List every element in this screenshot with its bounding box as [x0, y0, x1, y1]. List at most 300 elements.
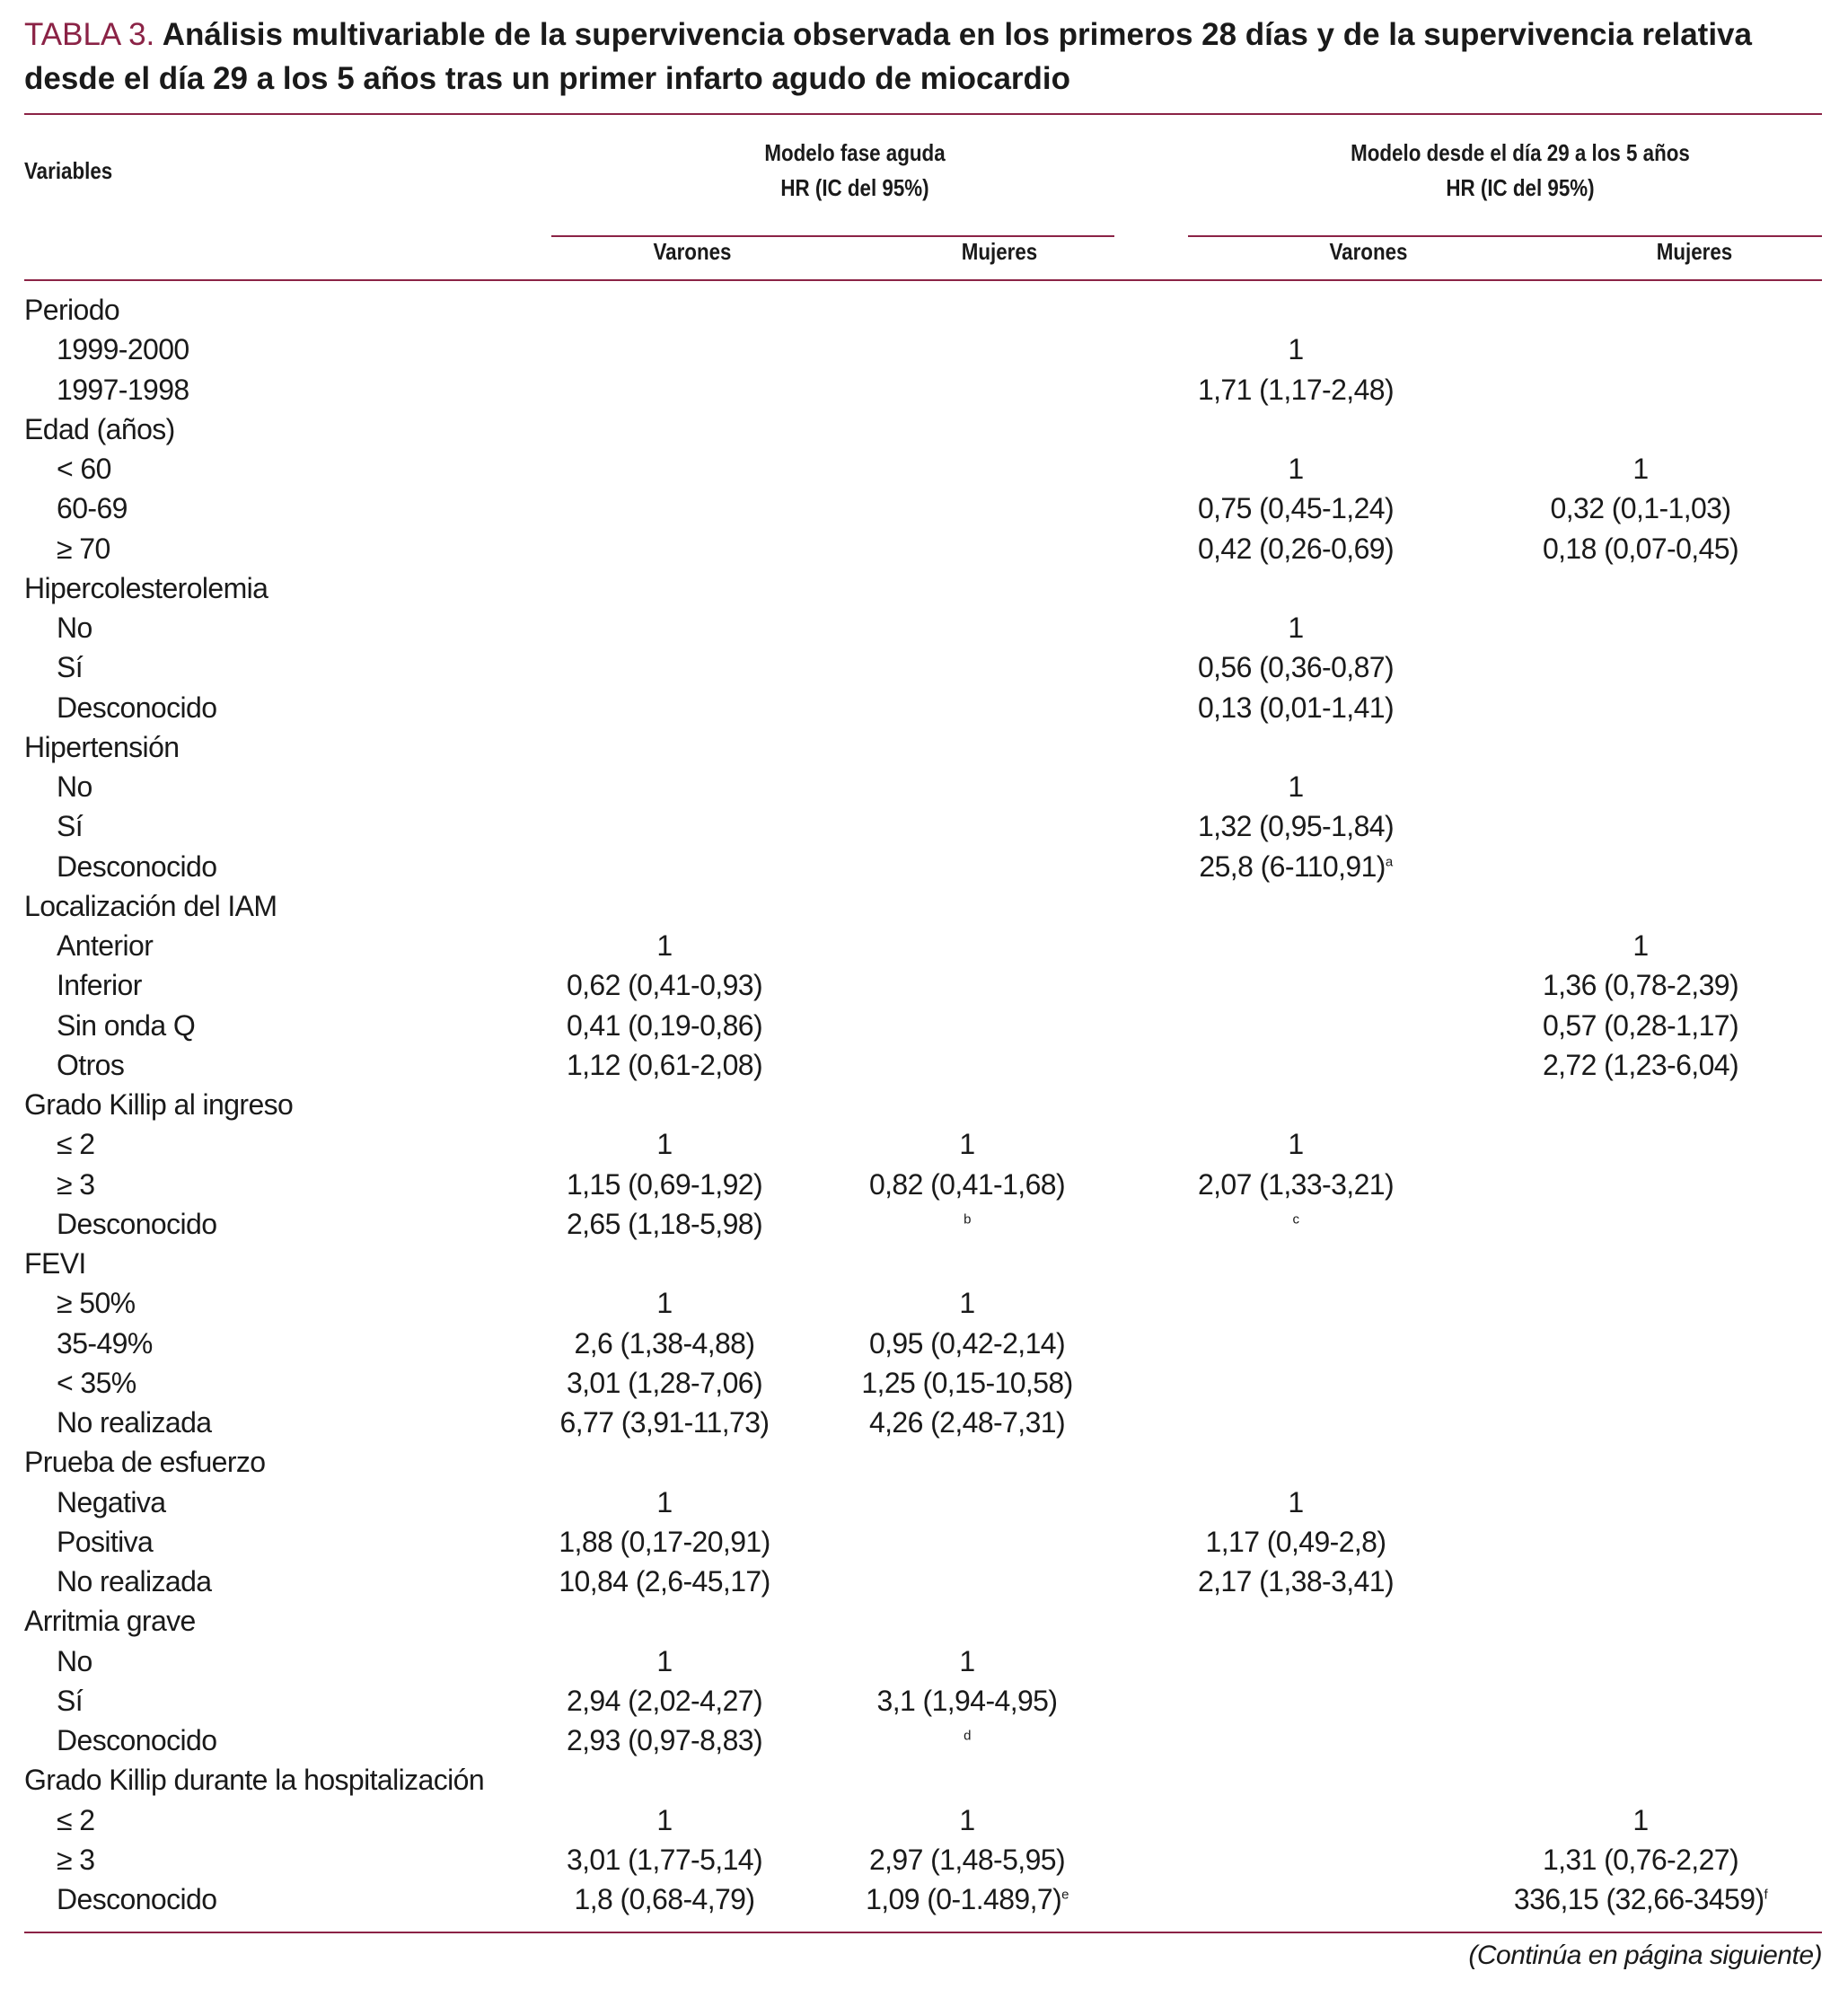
variable-label: No realizada — [57, 1565, 212, 1598]
table-group-row — [24, 568, 1822, 608]
value-acute-men — [527, 1840, 802, 1879]
header-col-varones-1: Varones — [653, 238, 732, 265]
value-late-men — [1132, 529, 1459, 568]
value-acute-men-text: 0,62 (0,41-0,93) — [566, 969, 763, 1002]
table-row — [24, 965, 1822, 1005]
table-row — [24, 1045, 1822, 1085]
value-acute-women — [802, 1642, 1132, 1681]
value-late-women — [1459, 608, 1822, 647]
value-late-women — [1459, 1085, 1822, 1124]
variable-label: No — [57, 1644, 92, 1677]
value-late-women — [1459, 1403, 1822, 1442]
value-late-men — [1132, 1283, 1459, 1323]
value-late-women — [1459, 1642, 1822, 1681]
value-late-men — [1132, 1760, 1459, 1800]
variable-label: ≤ 2 — [57, 1128, 95, 1161]
value-acute-women — [802, 1085, 1132, 1124]
value-late-men-text: 0,75 (0,45-1,24) — [1197, 492, 1395, 525]
table-row — [24, 608, 1822, 647]
value-acute-men — [527, 1085, 802, 1124]
value-acute-men-text: 3,01 (1,28-7,06) — [566, 1366, 763, 1399]
value-late-men-text: 25,8 (6-110,91) — [1199, 849, 1386, 883]
value-acute-women — [802, 688, 1132, 727]
value-late-women — [1459, 647, 1822, 687]
table-row — [24, 1562, 1822, 1601]
value-late-men-text: 0,13 (0,01-1,41) — [1197, 691, 1395, 724]
value-late-women — [1459, 488, 1822, 528]
value-acute-men-text: 3,01 (1,77-5,14) — [566, 1843, 763, 1876]
value-late-men — [1132, 1721, 1459, 1760]
value-acute-men — [527, 488, 802, 528]
value-late-women — [1459, 1760, 1822, 1800]
value-late-men — [1132, 806, 1459, 846]
value-acute-women-text: 4,26 (2,48-7,31) — [868, 1406, 1066, 1439]
value-acute-men — [527, 330, 802, 369]
variable-label: Sin onda Q — [57, 1008, 196, 1042]
value-late-men — [1132, 1800, 1459, 1840]
value-late-men — [1132, 1681, 1459, 1721]
table-row — [24, 1522, 1822, 1562]
value-late-men — [1132, 1442, 1459, 1482]
header-col-mujeres-2: Mujeres — [1656, 238, 1733, 265]
table-row — [24, 1324, 1822, 1363]
value-acute-women-text: 1,09 (0-1.489,7) — [866, 1883, 1062, 1915]
value-acute-women — [802, 886, 1132, 926]
value-acute-men — [527, 1562, 802, 1601]
value-acute-men-text: 1 — [656, 1128, 673, 1161]
value-acute-men-text: 1 — [656, 1287, 673, 1320]
variable-label: Otros — [57, 1048, 125, 1081]
header-variables: Variables — [24, 157, 113, 184]
value-late-women — [1459, 847, 1822, 886]
variable-label: No — [57, 612, 92, 644]
value-acute-men — [527, 1642, 802, 1681]
value-acute-men-text: 1 — [656, 1644, 673, 1677]
value-late-men — [1132, 449, 1459, 488]
value-acute-men — [527, 290, 802, 330]
value-late-men-text: 1 — [1288, 612, 1304, 644]
group-label: Hipertensión — [24, 730, 180, 763]
value-acute-men — [527, 727, 802, 767]
value-acute-men-text: 2,94 (2,02-4,27) — [566, 1684, 763, 1717]
variable-label: ≥ 3 — [57, 1167, 95, 1201]
value-late-men-text: 1,17 (0,49-2,8) — [1205, 1525, 1386, 1558]
value-late-women — [1459, 290, 1822, 330]
value-late-women — [1459, 1283, 1822, 1323]
header-col-mujeres-1: Mujeres — [961, 238, 1038, 265]
value-acute-men — [527, 1165, 802, 1204]
value-acute-women — [802, 647, 1132, 687]
value-late-men — [1132, 1085, 1459, 1124]
variable-label: ≤ 2 — [57, 1803, 95, 1836]
value-late-men-text: 1,32 (0,95-1,84) — [1197, 810, 1395, 843]
table-row — [24, 1403, 1822, 1442]
value-late-women — [1459, 1879, 1822, 1919]
value-acute-women-text: 1,25 (0,15-10,58) — [861, 1366, 1073, 1399]
value-acute-women — [802, 806, 1132, 846]
value-acute-women — [802, 1283, 1132, 1323]
value-acute-men — [527, 1879, 802, 1919]
footnote-marker: a — [1385, 853, 1393, 869]
value-late-men — [1132, 965, 1459, 1005]
table-bottom-rule — [24, 1932, 1822, 1933]
variable-label: Desconocido — [57, 1724, 217, 1756]
value-late-women — [1459, 1800, 1822, 1840]
value-acute-women — [802, 1879, 1132, 1919]
table-row — [24, 1165, 1822, 1204]
table-row — [24, 1681, 1822, 1721]
value-acute-men-text: 1,8 (0,68-4,79) — [574, 1883, 755, 1915]
table-group-row — [24, 1244, 1822, 1283]
value-late-men-text: 1 — [1288, 1485, 1304, 1518]
variable-label: Desconocido — [57, 1207, 217, 1240]
table-row — [24, 1283, 1822, 1323]
value-late-men — [1132, 926, 1459, 965]
value-late-men — [1132, 1165, 1459, 1204]
value-late-men-text: 2,17 (1,38-3,41) — [1197, 1565, 1395, 1598]
value-late-women — [1459, 727, 1822, 767]
value-late-women — [1459, 409, 1822, 449]
value-acute-men — [527, 1403, 802, 1442]
group-label: FEVI — [24, 1247, 86, 1280]
table-row — [24, 1721, 1822, 1760]
value-acute-women-text: 2,97 (1,48-5,95) — [868, 1843, 1066, 1876]
value-late-men-text: 1,71 (1,17-2,48) — [1197, 373, 1395, 406]
variable-label: Positiva — [57, 1525, 154, 1558]
value-late-women — [1459, 1124, 1822, 1164]
value-late-men — [1132, 608, 1459, 647]
value-acute-women — [802, 1204, 1132, 1244]
table-page — [24, 13, 1822, 1971]
value-acute-women — [802, 529, 1132, 568]
continues-note: (Continúa en página siguiente) — [1468, 1941, 1822, 1971]
variable-label: ≥ 50% — [57, 1287, 136, 1320]
value-acute-men — [527, 1244, 802, 1283]
caption-label: TABLA 3. — [24, 17, 155, 52]
value-acute-women — [802, 965, 1132, 1005]
variable-label: No — [57, 770, 92, 803]
value-late-men — [1132, 1045, 1459, 1085]
variable-label: Sí — [57, 651, 84, 684]
table-group-row — [24, 1601, 1822, 1641]
value-acute-women — [802, 370, 1132, 409]
value-acute-women — [802, 1045, 1132, 1085]
variable-label: No realizada — [57, 1406, 212, 1439]
value-acute-men — [527, 1601, 802, 1641]
footnote-marker: d — [964, 1728, 971, 1744]
variable-label: 60-69 — [57, 492, 128, 525]
value-acute-men — [527, 647, 802, 687]
value-acute-women — [802, 727, 1132, 767]
group-label: Hipercolesterolemia — [24, 571, 268, 604]
value-acute-men-text: 2,65 (1,18-5,98) — [566, 1207, 763, 1240]
table-row — [24, 1006, 1822, 1045]
table-row — [24, 688, 1822, 727]
value-acute-men — [527, 370, 802, 409]
value-late-women-text: 1,31 (0,76-2,27) — [1542, 1843, 1739, 1876]
value-acute-men — [527, 568, 802, 608]
value-late-women — [1459, 965, 1822, 1005]
value-late-men — [1132, 1642, 1459, 1681]
value-late-women — [1459, 1244, 1822, 1283]
table-row — [24, 330, 1822, 369]
variable-label: 35-49% — [57, 1326, 153, 1360]
value-acute-women — [802, 1483, 1132, 1522]
value-late-men — [1132, 1244, 1459, 1283]
value-late-women — [1459, 1840, 1822, 1879]
value-late-women — [1459, 806, 1822, 846]
value-late-men — [1132, 727, 1459, 767]
value-acute-men-text: 0,41 (0,19-0,86) — [566, 1008, 763, 1042]
value-late-women-text: 336,15 (32,66-3459) — [1513, 1883, 1764, 1915]
table-row — [24, 1840, 1822, 1879]
value-late-women — [1459, 1045, 1822, 1085]
table-row — [24, 1124, 1822, 1164]
value-acute-women-text: 0,82 (0,41-1,68) — [868, 1167, 1066, 1201]
value-late-men — [1132, 1363, 1459, 1403]
table-row — [24, 767, 1822, 806]
table-row — [24, 529, 1822, 568]
value-acute-women — [802, 1363, 1132, 1403]
value-acute-women — [802, 1601, 1132, 1641]
value-acute-women — [802, 1562, 1132, 1601]
header-group2-title: Modelo desde el día 29 a los 5 años — [1351, 139, 1690, 166]
value-acute-women — [802, 409, 1132, 449]
value-acute-men — [527, 1204, 802, 1244]
results-table-body — [24, 290, 1822, 1919]
value-acute-men — [527, 806, 802, 846]
value-acute-women-text: 1 — [959, 1644, 975, 1677]
value-acute-men-text: 1 — [656, 929, 673, 962]
group-label: Localización del IAM — [24, 889, 277, 922]
value-acute-men — [527, 1800, 802, 1840]
value-acute-men — [527, 449, 802, 488]
value-acute-women — [802, 1244, 1132, 1283]
value-acute-men-text: 1 — [656, 1485, 673, 1518]
value-acute-men — [527, 886, 802, 926]
variable-label: ≥ 70 — [57, 532, 110, 565]
value-late-men — [1132, 1324, 1459, 1363]
variable-label: ≥ 3 — [57, 1843, 95, 1876]
table-group-row — [24, 290, 1822, 330]
value-acute-women — [802, 1324, 1132, 1363]
variable-label: Desconocido — [57, 1883, 217, 1915]
value-late-women — [1459, 1165, 1822, 1204]
value-late-women — [1459, 1681, 1822, 1721]
table-header — [24, 115, 1822, 279]
value-late-women — [1459, 1522, 1822, 1562]
footnote-marker: b — [964, 1211, 971, 1228]
footnote-marker: e — [1061, 1887, 1069, 1903]
value-late-men-text: 1 — [1288, 770, 1304, 803]
value-acute-men — [527, 529, 802, 568]
value-acute-men — [527, 409, 802, 449]
value-late-men — [1132, 330, 1459, 369]
value-acute-women — [802, 926, 1132, 965]
value-acute-women — [802, 1681, 1132, 1721]
value-late-women-text: 0,32 (0,1-1,03) — [1550, 492, 1731, 525]
caption-text: Análisis multivariable de la supervivencia observada en los primeros 28 días y de la supervivencia relativa desde el día 29 a los 5 años tras un primer infarto agudo de miocardio — [24, 17, 1752, 96]
table-row — [24, 449, 1822, 488]
value-acute-men — [527, 1760, 802, 1800]
value-late-women — [1459, 1324, 1822, 1363]
table-group-row — [24, 1085, 1822, 1124]
group-label: Grado Killip al ingreso — [24, 1088, 294, 1121]
value-late-women-text: 1 — [1632, 453, 1649, 485]
value-late-men — [1132, 1522, 1459, 1562]
value-late-women — [1459, 1204, 1822, 1244]
header-group1-subtitle: HR (IC del 95%) — [780, 174, 929, 201]
value-late-women — [1459, 926, 1822, 965]
value-acute-men-text: 6,77 (3,91-11,73) — [559, 1406, 770, 1439]
variable-label: < 60 — [57, 453, 111, 485]
value-acute-men-text: 1,88 (0,17-20,91) — [559, 1525, 770, 1558]
value-acute-women — [802, 568, 1132, 608]
value-late-women — [1459, 449, 1822, 488]
value-late-men — [1132, 568, 1459, 608]
table-row — [24, 1879, 1822, 1919]
value-acute-women-text: 1 — [959, 1803, 975, 1836]
table-row — [24, 806, 1822, 846]
variable-label: Sí — [57, 810, 84, 843]
value-late-women — [1459, 767, 1822, 806]
value-late-men — [1132, 847, 1459, 886]
value-late-women — [1459, 1442, 1822, 1482]
value-late-women-text: 1 — [1632, 929, 1649, 962]
value-late-women — [1459, 886, 1822, 926]
variable-label: Sí — [57, 1684, 84, 1717]
value-acute-men — [527, 767, 802, 806]
value-acute-women — [802, 1124, 1132, 1164]
value-late-women — [1459, 1601, 1822, 1641]
table-row — [24, 1642, 1822, 1681]
value-acute-women-text: 1 — [959, 1128, 975, 1161]
value-late-women-text: 0,57 (0,28-1,17) — [1542, 1008, 1739, 1042]
value-acute-women — [802, 1760, 1132, 1800]
value-acute-men — [527, 608, 802, 647]
value-acute-men-text: 10,84 (2,6-45,17) — [559, 1565, 770, 1598]
value-late-women — [1459, 370, 1822, 409]
value-late-women — [1459, 1721, 1822, 1760]
value-late-men — [1132, 290, 1459, 330]
value-acute-men — [527, 688, 802, 727]
value-acute-women — [802, 1442, 1132, 1482]
value-acute-men — [527, 1483, 802, 1522]
value-acute-women — [802, 449, 1132, 488]
value-acute-women-text: 0,95 (0,42-2,14) — [868, 1326, 1066, 1360]
value-acute-women — [802, 330, 1132, 369]
header-group1-title: Modelo fase aguda — [764, 139, 946, 166]
table-row — [24, 1800, 1822, 1840]
group-label: Periodo — [24, 294, 120, 326]
value-acute-women — [802, 608, 1132, 647]
value-late-women-text: 1 — [1632, 1803, 1649, 1836]
value-late-men — [1132, 886, 1459, 926]
value-acute-women — [802, 1165, 1132, 1204]
value-acute-men — [527, 926, 802, 965]
value-late-men — [1132, 488, 1459, 528]
value-acute-men — [527, 1681, 802, 1721]
value-acute-women — [802, 1721, 1132, 1760]
table-row — [24, 1483, 1822, 1522]
value-acute-women — [802, 1006, 1132, 1045]
table-group-row — [24, 409, 1822, 449]
value-acute-women-text: 3,1 (1,94-4,95) — [876, 1684, 1058, 1717]
variable-label: 1999-2000 — [57, 333, 189, 366]
table-group-row — [24, 727, 1822, 767]
variable-label: Anterior — [57, 929, 154, 962]
results-table — [24, 290, 1822, 1919]
value-late-women — [1459, 1006, 1822, 1045]
value-acute-women — [802, 1840, 1132, 1879]
variable-label: Inferior — [57, 969, 142, 1002]
value-acute-men — [527, 1363, 802, 1403]
variable-label: Desconocido — [57, 691, 217, 724]
table-row — [24, 1204, 1822, 1244]
value-late-men — [1132, 1204, 1459, 1244]
variable-label: 1997-1998 — [57, 373, 189, 406]
value-acute-men — [527, 1442, 802, 1482]
variable-label: < 35% — [57, 1366, 136, 1399]
value-acute-men — [527, 1721, 802, 1760]
value-acute-men — [527, 1006, 802, 1045]
value-late-men — [1132, 1124, 1459, 1164]
value-late-men — [1132, 370, 1459, 409]
footnote-marker: c — [1292, 1211, 1299, 1228]
value-late-women — [1459, 688, 1822, 727]
value-late-women — [1459, 568, 1822, 608]
table-row — [24, 926, 1822, 965]
value-acute-women — [802, 767, 1132, 806]
table-row — [24, 1363, 1822, 1403]
value-late-men — [1132, 647, 1459, 687]
value-acute-women — [802, 1522, 1132, 1562]
value-acute-women — [802, 290, 1132, 330]
variable-label: Desconocido — [57, 849, 217, 883]
value-late-men-text: 1 — [1288, 453, 1304, 485]
value-late-women — [1459, 1562, 1822, 1601]
value-late-women — [1459, 1483, 1822, 1522]
value-late-men-text: 1 — [1288, 1128, 1304, 1161]
table-group-row — [24, 1442, 1822, 1482]
value-late-men — [1132, 1840, 1459, 1879]
header-col-varones-2: Varones — [1329, 238, 1408, 265]
value-late-men — [1132, 767, 1459, 806]
value-late-women — [1459, 529, 1822, 568]
value-late-men — [1132, 1562, 1459, 1601]
value-late-men-text: 2,07 (1,33-3,21) — [1197, 1167, 1395, 1201]
table-caption — [24, 13, 1822, 101]
footnote-marker: f — [1764, 1887, 1768, 1903]
value-acute-men — [527, 1522, 802, 1562]
value-late-women — [1459, 1363, 1822, 1403]
table-row — [24, 847, 1822, 886]
table-row — [24, 370, 1822, 409]
value-late-men — [1132, 1483, 1459, 1522]
value-acute-men — [527, 1283, 802, 1323]
table-row — [24, 488, 1822, 528]
value-late-men — [1132, 1601, 1459, 1641]
value-late-women — [1459, 330, 1822, 369]
value-acute-women — [802, 1403, 1132, 1442]
table-group-row — [24, 886, 1822, 926]
value-late-men — [1132, 1006, 1459, 1045]
header-bottom-rule — [24, 279, 1822, 281]
value-late-women-text: 0,18 (0,07-0,45) — [1542, 532, 1739, 565]
value-late-men — [1132, 409, 1459, 449]
value-acute-women — [802, 847, 1132, 886]
value-acute-men — [527, 1045, 802, 1085]
